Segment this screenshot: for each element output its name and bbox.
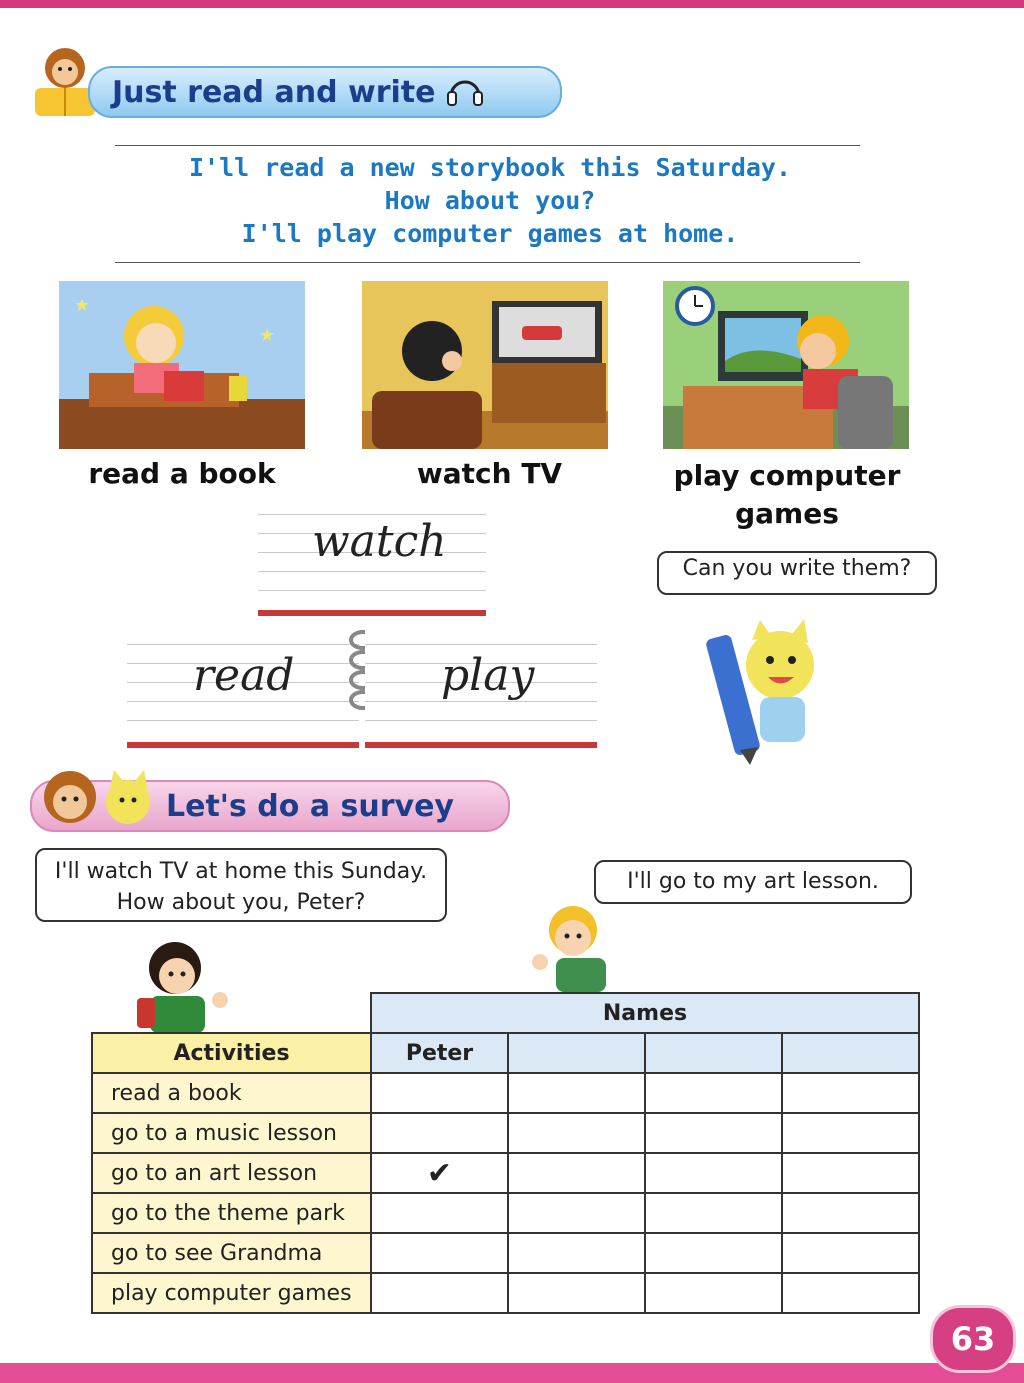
caption-read-a-book: read a book [88,457,276,490]
mark-cell[interactable] [782,1073,919,1113]
caption-watch-tv: watch TV [416,457,563,490]
divider-line [115,145,860,146]
section-title: Let's do a survey [166,788,454,824]
notebook-left [127,630,359,748]
mark-cell[interactable] [371,1193,508,1233]
names-header: Names [371,993,919,1033]
mark-cell[interactable] [645,1233,782,1273]
activity-cell: play computer games [92,1273,371,1313]
name-cell-1[interactable]: Peter [371,1033,508,1073]
mark-cell[interactable] [371,1073,508,1113]
activity-cell: go to an art lesson [92,1153,371,1193]
table-corner-blank [92,993,371,1033]
notebook-word-watch: watch [312,516,447,567]
section-banner-read-write [88,66,562,118]
notebook-word-play: play [441,650,535,701]
mark-cell[interactable]: ✔ [371,1153,508,1193]
mark-cell[interactable] [371,1273,508,1313]
speech-bubble-boy: I'll go to my art lesson. [594,860,912,904]
speech-bubble-write: Can you write them? [657,551,937,595]
activities-header: Activities [92,1033,371,1073]
read-book-illustration [59,281,305,449]
dialog-line-1: I'll read a new storybook this Saturday. [188,153,792,182]
mark-cell[interactable] [508,1233,645,1273]
mark-cell[interactable] [508,1073,645,1113]
name-cell-3[interactable] [645,1033,782,1073]
table-row [92,1153,919,1193]
headphones-icon [445,72,485,112]
bottom-border [0,1363,1024,1383]
mark-cell[interactable] [782,1273,919,1313]
computer-games-illustration [663,281,909,449]
monkey-and-cat-icon [30,762,160,836]
boy-peter-icon [528,900,618,996]
cat-with-pencil-icon [700,615,830,779]
notebook-word-read: read [193,650,295,701]
mark-cell[interactable] [371,1233,508,1273]
divider-line [115,262,860,263]
caption-play-computer-games: play computer games [673,459,901,530]
notebook-right [365,630,597,748]
mark-cell[interactable] [371,1113,508,1153]
activity-cell: go to the theme park [92,1193,371,1233]
notebook-top [258,500,486,616]
section-title: Just read and write [112,74,436,110]
mark-cell[interactable] [508,1113,645,1153]
activity-cell: go to see Grandma [92,1233,371,1273]
page-number: 63 [930,1305,1016,1373]
mark-cell[interactable] [508,1193,645,1233]
activity-cell: read a book [92,1073,371,1113]
survey-table [91,992,920,1314]
mark-cell[interactable] [782,1153,919,1193]
table-row [92,1073,919,1113]
svg-text:★: ★ [74,295,91,316]
name-cell-4[interactable] [782,1033,919,1073]
activity-cell: go to a music lesson [92,1113,371,1153]
mark-cell[interactable] [508,1153,645,1193]
dialog-line-2: How about you? [384,186,596,215]
mark-cell[interactable] [645,1273,782,1313]
speech-bubble-girl: I'll watch TV at home this Sunday. How about you, Peter? [35,848,447,922]
mark-cell[interactable] [645,1073,782,1113]
table-row [92,1233,919,1273]
mark-cell[interactable] [508,1273,645,1313]
svg-text:★: ★ [259,325,276,346]
table-row [92,1113,919,1153]
dialog-line-3: I'll play computer games at home. [241,219,739,248]
table-row [92,1273,919,1313]
mark-cell[interactable] [782,1193,919,1233]
watch-tv-illustration [362,281,608,449]
mark-cell[interactable] [645,1193,782,1233]
top-border [0,0,1024,8]
mark-cell[interactable] [645,1113,782,1153]
mark-cell[interactable] [782,1233,919,1273]
mark-cell[interactable] [645,1153,782,1193]
table-row [92,1193,919,1233]
name-cell-2[interactable] [508,1033,645,1073]
mark-cell[interactable] [782,1113,919,1153]
